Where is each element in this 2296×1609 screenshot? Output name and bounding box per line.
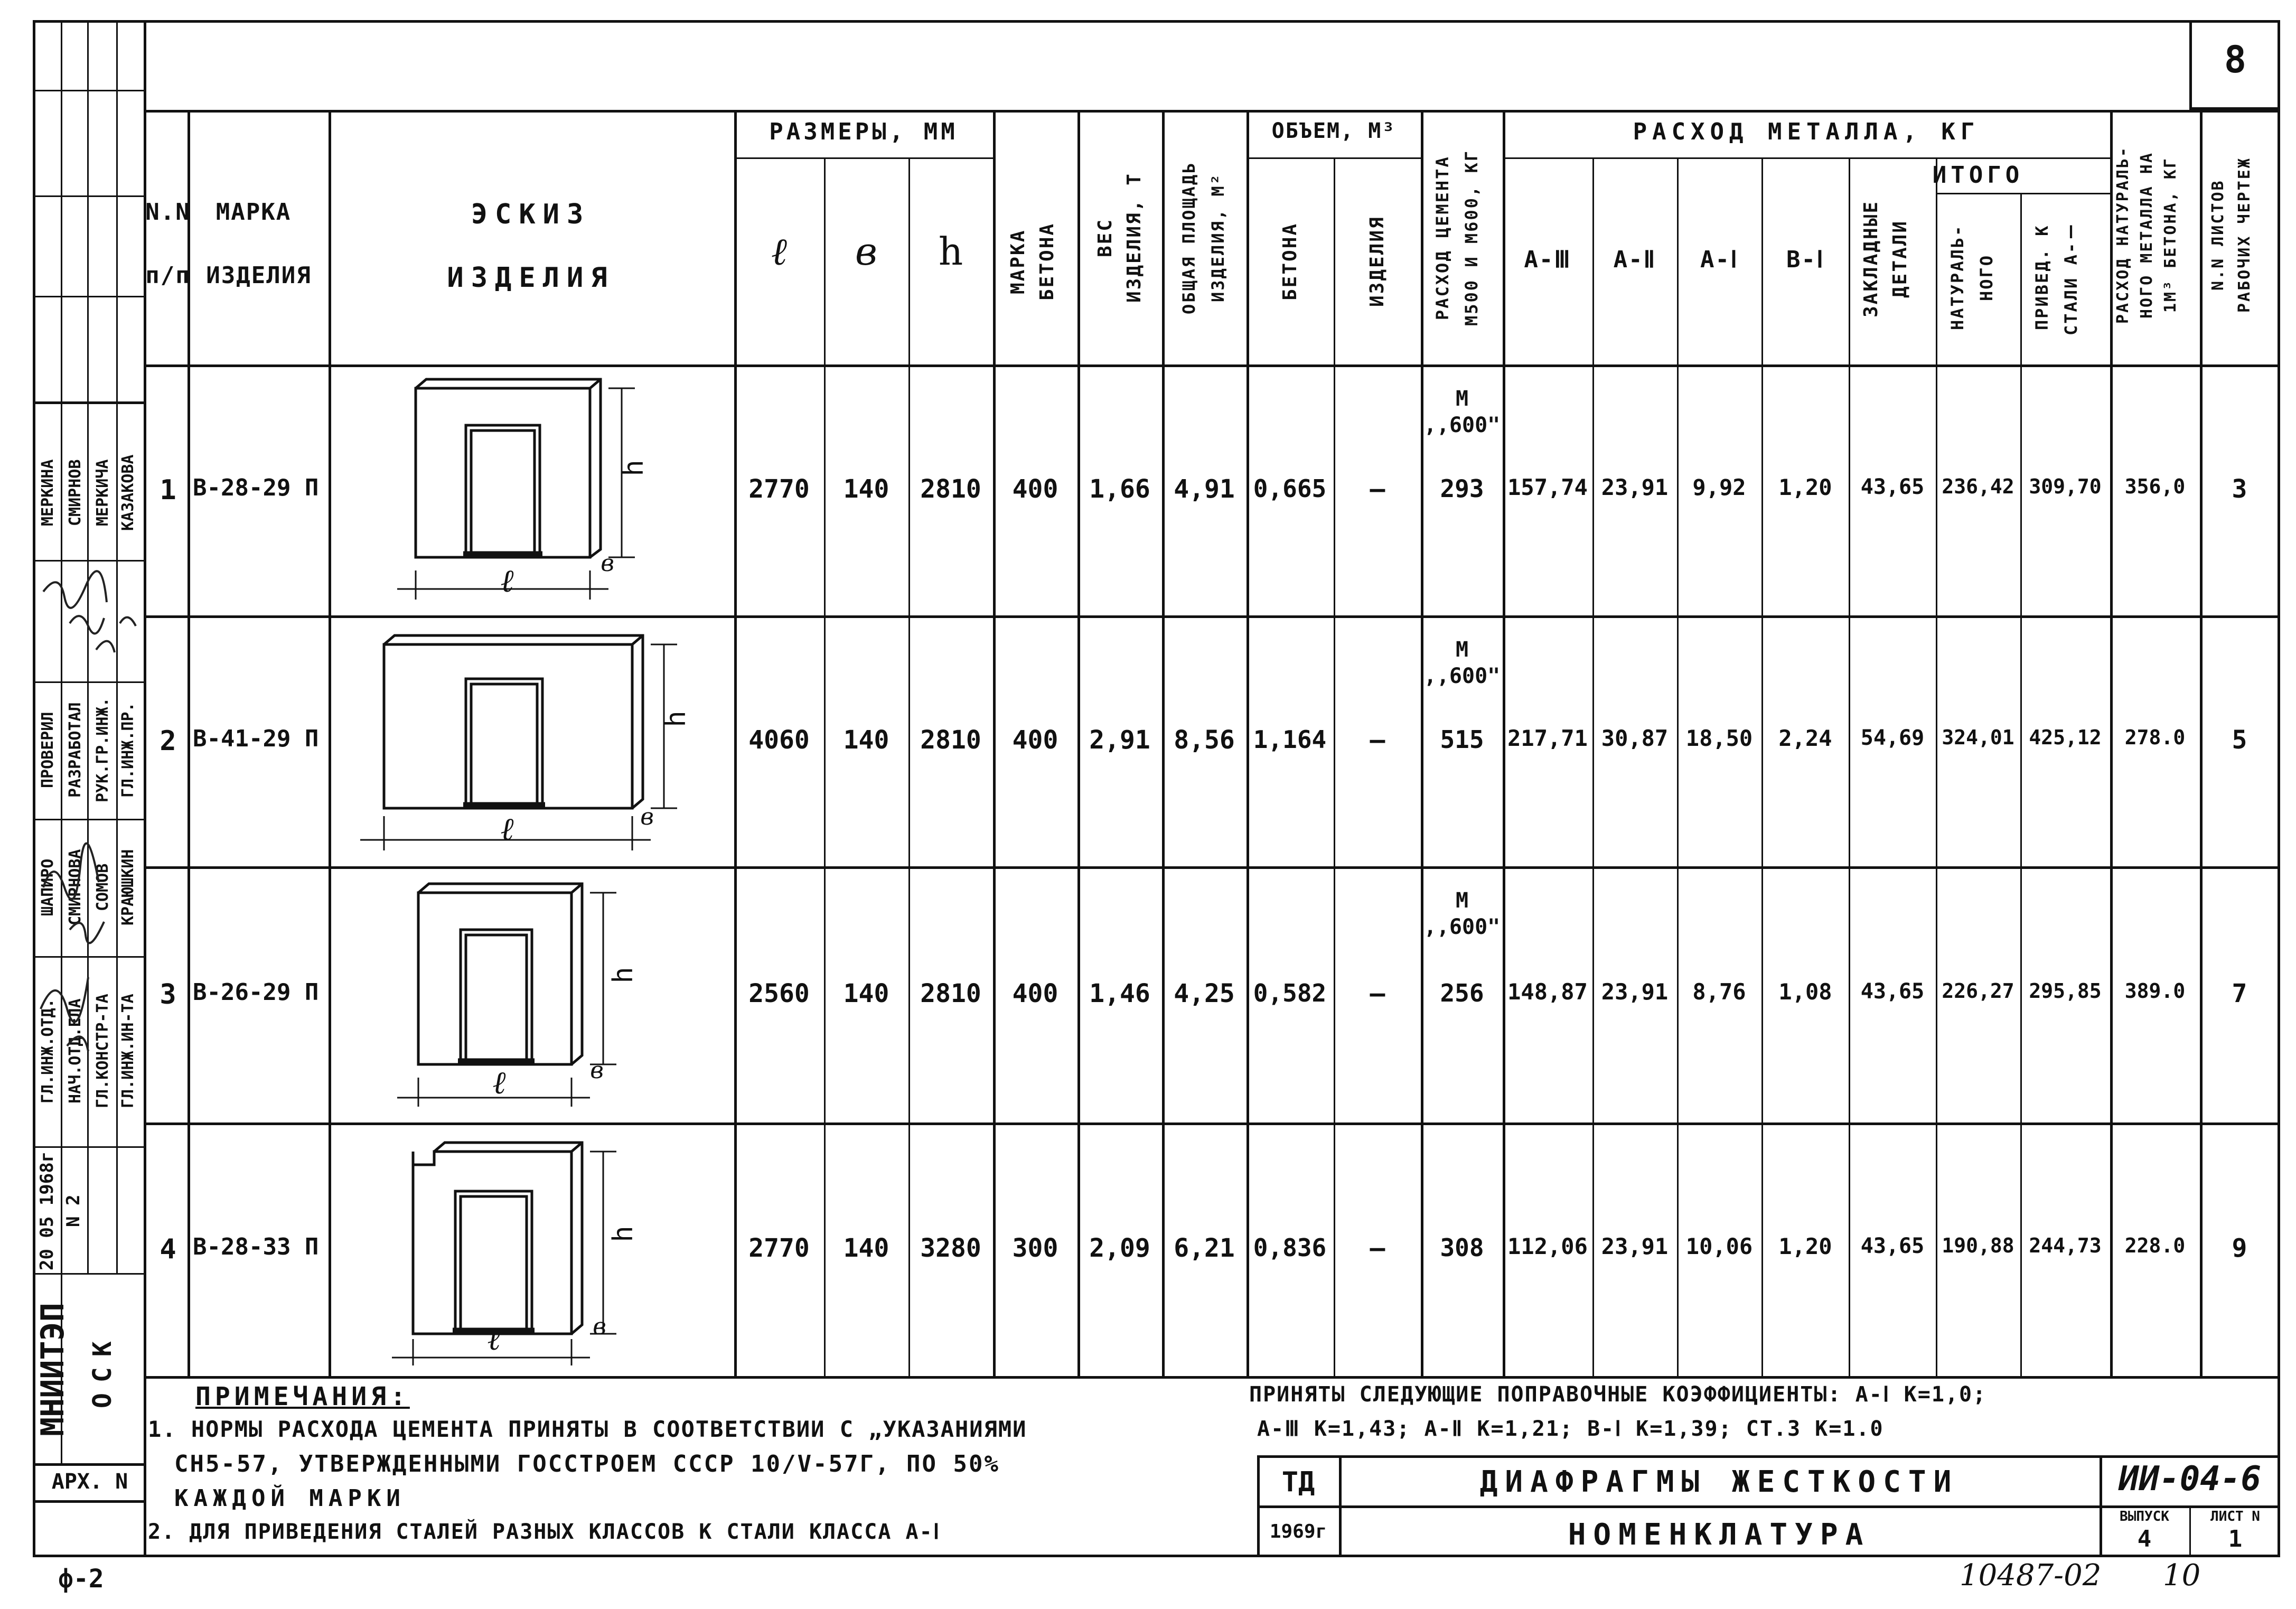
tb-issue: 4 — [2137, 1526, 2152, 1552]
sketch-row-2 — [329, 615, 734, 866]
cell-emb: 43,65 — [1860, 1234, 1925, 1258]
cell-a2: 23,91 — [1601, 474, 1669, 500]
sketch-row-3 — [329, 866, 734, 1122]
cell-mark: В-41-29 П — [193, 725, 319, 752]
notes-line4: 2. ДЛЯ ПРИВЕДЕНИЯ СТАЛЕЙ РАЗНЫХ КЛАССОВ К СТАЛИ КЛАССА А-Ⅰ — [148, 1520, 941, 1544]
notes-line3: КАЖДОЙ МАРКИ — [174, 1485, 406, 1512]
stamp-role-7: РАЗРАБОТАЛ — [66, 702, 85, 798]
table-top-line — [144, 110, 2280, 113]
cell-a2: 23,91 — [1601, 1233, 1669, 1259]
col-line-14 — [1677, 157, 1679, 1376]
dims-group-line — [734, 157, 993, 159]
hdr-volume-group: ОБЪЕМ, М³ — [1271, 119, 1396, 143]
hdr-mark-2: ИЗДЕЛИЯ — [206, 262, 312, 289]
cell-b1: 2,24 — [1778, 725, 1832, 751]
cell-a1: 9,92 — [1692, 474, 1746, 500]
cell-h: 2810 — [920, 725, 981, 755]
table-bottom — [144, 1376, 2280, 1379]
stamp-line-1 — [33, 1463, 146, 1466]
hdr-sheets-1: N.N ЛИСТОВ — [2209, 179, 2227, 291]
cell-a1: 8,76 — [1692, 978, 1746, 1005]
col-line-7 — [1077, 110, 1080, 1376]
hdr-a2: А-Ⅱ — [1613, 246, 1656, 273]
cell-nat: 190,88 — [1942, 1234, 2014, 1257]
footer-doc-number: 10487-02 — [1960, 1558, 2102, 1593]
cell-b1: 1,20 — [1778, 1233, 1832, 1259]
cell-vitem: — — [1370, 1233, 1385, 1263]
cell-sheet: 5 — [2232, 725, 2247, 755]
hdr-weight-2: ИЗДЕЛИЯ, Т — [1123, 172, 1145, 303]
cell-n: 3 — [160, 978, 176, 1011]
cell-b1: 1,20 — [1778, 474, 1832, 500]
cell-area: 4,91 — [1174, 474, 1235, 504]
cell-vconc: 0,836 — [1253, 1233, 1327, 1262]
hdr-dim-h: h — [938, 229, 963, 274]
cell-cement: 515 — [1440, 725, 1484, 754]
cell-area: 4,25 — [1174, 978, 1235, 1008]
cell-n: 1 — [160, 474, 176, 506]
hdr-perm3-1: РАСХОД НАТУРАЛЬ- — [2114, 146, 2132, 324]
cell-a3: 112,06 — [1507, 1233, 1588, 1259]
cell-l: 2770 — [748, 474, 810, 504]
hdr-dim-b: в — [855, 229, 877, 274]
hdr-weight-1: ВЕС — [1094, 218, 1116, 258]
col-line-3 — [734, 110, 737, 1376]
sketch1-h: h — [618, 460, 650, 476]
cell-b1: 1,08 — [1778, 978, 1832, 1005]
sketch2-h: h — [660, 710, 692, 727]
cell-b: 140 — [843, 1233, 889, 1263]
cell-mark: В-28-29 П — [193, 474, 319, 501]
cell-sheet: 3 — [2232, 474, 2247, 504]
cell-a1: 10,06 — [1685, 1233, 1753, 1259]
cell-cement: 256 — [1440, 978, 1484, 1007]
cell-b: 140 — [843, 978, 889, 1008]
cell-weight: 1,46 — [1089, 978, 1150, 1008]
signature-marks — [33, 560, 146, 1146]
cell-perm3: 278.0 — [2124, 725, 2186, 749]
cell-mark: В-26-29 П — [193, 978, 319, 1006]
tb-year: 1969г — [1269, 1521, 1327, 1542]
cell-emb: 43,65 — [1860, 979, 1925, 1004]
stamp-name-5: КАЗАКОВА — [119, 454, 137, 531]
cell-h: 2810 — [920, 978, 981, 1008]
hdr-embedded-2: ДЕТАЛИ — [1889, 219, 1911, 298]
footer-page: 10 — [2163, 1558, 2201, 1593]
cell-a2: 30,87 — [1601, 725, 1669, 751]
cell-vconc: 0,582 — [1253, 978, 1327, 1007]
stamp-name-2: СОМОВ — [93, 863, 112, 912]
cell-a2: 23,91 — [1601, 978, 1669, 1005]
col-line-6 — [993, 110, 996, 1376]
hdr-natural-1: НАТУРАЛЬ- — [1947, 224, 1967, 331]
tb-line-4 — [2189, 1505, 2191, 1557]
stamp-top-row-2 — [33, 195, 144, 197]
cell-red: 309,70 — [2029, 474, 2102, 498]
stamp-line-2 — [33, 1500, 146, 1503]
cell-vconc: 0,665 — [1253, 474, 1327, 503]
hdr-cement-1: РАСХОД ЦЕМЕНТА — [1432, 155, 1452, 320]
hdr-perm3-3: 1М³ БЕТОНА, КГ — [2161, 157, 2180, 313]
cell-cement-note: М ,,600" — [1423, 888, 1501, 939]
col-line-18 — [2020, 193, 2022, 1376]
tb-org: ТД — [1281, 1466, 1315, 1498]
stamp-role-6: РУК.ГР.ИНЖ. — [93, 697, 112, 803]
stamp-top-col-2 — [87, 20, 89, 401]
hdr-sketch-1: ЭСКИЗ — [471, 199, 591, 230]
hdr-dim-l: ℓ — [771, 229, 787, 274]
hdr-b1: В-Ⅰ — [1786, 246, 1824, 273]
hdr-cement-2: М500 И М600, КГ — [1461, 149, 1482, 326]
col-line-20 — [2200, 110, 2203, 1376]
cell-perm3: 389.0 — [2124, 979, 2186, 1003]
tb-sheet: 1 — [2228, 1526, 2243, 1552]
cell-nat: 236,42 — [1942, 474, 2014, 498]
hdr-vol-concrete: БЕТОНА — [1279, 222, 1301, 301]
hdr-vol-item: ИЗДЕЛИЯ — [1366, 216, 1388, 307]
cell-weight: 1,66 — [1089, 474, 1150, 504]
cell-l: 4060 — [748, 725, 810, 755]
tb-title: ДИАФРАГМЫ ЖЕСТКОСТИ — [1479, 1465, 1959, 1499]
hdr-dims-group: РАЗМЕРЫ, ММ — [769, 118, 958, 145]
hdr-reduced-1: ПРИВЕД. К — [2032, 224, 2052, 331]
hdr-sketch-2: ИЗДЕЛИЯ — [447, 262, 615, 294]
stamp-no: N 2 — [63, 1194, 84, 1228]
cell-cement: 293 — [1440, 474, 1484, 503]
cell-area: 8,56 — [1174, 725, 1235, 755]
notes-coef2: А-Ⅲ К=1,43; А-Ⅱ К=1,21; В-Ⅰ К=1,39; СТ.3 К=1.0 — [1257, 1417, 1884, 1441]
notes-line1: 1. НОРМЫ РАСХОДА ЦЕМЕНТА ПРИНЯТЫ В СООТВЕТСТВИИ С „УКАЗАНИЯМИ — [148, 1416, 1027, 1442]
hdr-sheets-2: РАБОЧИХ ЧЕРТЕЖ — [2235, 157, 2254, 313]
cell-n: 2 — [160, 725, 176, 757]
col-line-9 — [1247, 110, 1249, 1376]
cell-a3: 217,71 — [1507, 725, 1588, 751]
hdr-natural-2: НОГО — [1976, 254, 1997, 301]
sketch3-h: h — [607, 967, 639, 984]
hdr-metal-group: РАСХОД МЕТАЛЛА, КГ — [1633, 118, 1980, 145]
col-line-8 — [1162, 110, 1165, 1376]
stamp-name-4: ШАПИРО — [39, 858, 57, 916]
hdr-a3: А-Ⅲ — [1524, 246, 1571, 273]
cell-vitem: — — [1370, 978, 1385, 1008]
hdr-grade-2: БЕТОНА — [1036, 222, 1058, 301]
col-line-10 — [1334, 157, 1335, 1376]
sketch4-b: в — [593, 1313, 606, 1340]
hdr-area-1: ОБЩАЯ ПЛОЩАДЬ — [1179, 161, 1199, 314]
cell-l: 2560 — [748, 978, 810, 1008]
stamp-line-10 — [33, 1146, 146, 1148]
cell-cement-note: М ,,600" — [1423, 387, 1501, 437]
cell-red: 244,73 — [2029, 1234, 2102, 1257]
cell-red: 295,85 — [2029, 979, 2102, 1003]
stamp-role-1: ГЛ.ИНЖ.ИН-ТА — [119, 994, 137, 1109]
col-line-15 — [1761, 157, 1763, 1376]
stamp-archive: АРХ. N — [51, 1470, 128, 1494]
stamp-name-3: СМИРНОВА — [66, 849, 85, 926]
page-number: 8 — [2224, 38, 2247, 81]
col-line-17 — [1936, 157, 1937, 1376]
col-line-1 — [188, 110, 190, 1376]
notes-title: ПРИМЕЧАНИЯ: — [195, 1382, 410, 1411]
stamp-date: 20 05 1968г — [36, 1151, 58, 1270]
stamp-top-row-1 — [33, 90, 144, 91]
cell-vitem: — — [1370, 725, 1385, 755]
total-group-line — [1936, 193, 2110, 194]
stamp-name-7: СМИРНОВ — [66, 459, 85, 526]
cell-b: 140 — [843, 725, 889, 755]
stamp-line-11 — [33, 1273, 146, 1275]
stamp-role-3: НАЧ.ОТД.ЕЛА — [66, 998, 85, 1104]
hdr-reduced-2: СТАЛИ А-Ⅰ — [2061, 219, 2081, 335]
stamp-role-4: ГЛ.ИНЖ.ОТД. — [39, 998, 57, 1104]
hdr-mark-1: МАРКА — [215, 199, 292, 226]
sketch2-l: ℓ — [500, 811, 514, 848]
hdr-perm3-2: НОГО МЕТАЛЛА НА — [2138, 152, 2156, 319]
col-line-19 — [2110, 110, 2113, 1376]
notes-line2: СН5-57, УТВЕРЖДЕННЫМИ ГОССТРОЕМ СССР 10/V-57Г, ПО 50% — [174, 1451, 1000, 1477]
sketch3-l: ℓ — [492, 1064, 506, 1101]
cell-nat: 324,01 — [1942, 725, 2014, 749]
stamp-name-1: КРАЮШКИН — [119, 849, 137, 926]
sketch-row-4 — [329, 1122, 734, 1376]
cell-cement-note: М ,,600" — [1423, 638, 1501, 688]
cell-vitem: — — [1370, 474, 1385, 504]
cell-grade: 300 — [1012, 1233, 1058, 1263]
sketch2-b: в — [640, 803, 654, 830]
hdr-grade-1: МАРКА — [1007, 229, 1029, 294]
stamp-name-6: МЕРКИЧА — [93, 459, 112, 526]
cell-grade: 400 — [1012, 725, 1058, 755]
col-line-5 — [908, 157, 910, 1376]
cell-red: 425,12 — [2029, 725, 2102, 749]
cell-sheet: 9 — [2232, 1233, 2247, 1263]
col-line-16 — [1849, 157, 1850, 1376]
stamp-top-row-3 — [33, 296, 144, 297]
hdr-num-2: п/п — [145, 262, 191, 289]
stamp-dept: ОСК — [88, 1331, 117, 1408]
stamp-role-5: ГЛ.ИНЖ.ПР. — [119, 702, 137, 798]
cell-b: 140 — [843, 474, 889, 504]
cell-a3: 148,87 — [1507, 978, 1588, 1005]
stamp-institute: МНИИТЭП — [34, 1303, 71, 1436]
sketch3-b: в — [590, 1057, 604, 1084]
cell-sheet: 7 — [2232, 978, 2247, 1008]
sketch1-b: в — [601, 550, 614, 577]
col-line-13 — [1592, 157, 1594, 1376]
sketch4-h: h — [607, 1226, 639, 1242]
cell-a3: 157,74 — [1507, 474, 1588, 500]
tb-subtitle: НОМЕНКЛАТУРА — [1568, 1518, 1871, 1552]
tb-issue-label: ВЫПУСК — [2120, 1509, 2169, 1524]
cell-h: 3280 — [920, 1233, 981, 1263]
sketch4-l: ℓ — [487, 1321, 501, 1358]
stamp-role-2: ГЛ.КОНСТР-ТА — [93, 994, 112, 1109]
cell-grade: 400 — [1012, 978, 1058, 1008]
cell-l: 2770 — [748, 1233, 810, 1263]
tb-sheet-label: ЛИСТ N — [2210, 1509, 2260, 1524]
col-line-4 — [824, 157, 826, 1376]
stamp-role-8: ПРОВЕРИЛ — [39, 712, 57, 789]
stamp-top-col-3 — [116, 20, 118, 401]
cell-nat: 226,27 — [1942, 979, 2014, 1003]
hdr-embedded-1: ЗАКЛАДНЫЕ — [1860, 200, 1882, 318]
tb-line-3 — [1257, 1505, 2280, 1508]
hdr-total-group: ИТОГО — [1932, 162, 2024, 189]
sketch-row-1 — [329, 364, 734, 615]
col-line-12 — [1503, 110, 1505, 1376]
sketch1-l: ℓ — [500, 563, 514, 600]
tb-code: ИИ-04-6 — [2119, 1460, 2261, 1499]
cell-a1: 18,50 — [1685, 725, 1753, 751]
cell-n: 4 — [160, 1233, 176, 1265]
hdr-num-1: N.N — [145, 199, 191, 226]
footer-format: ф-2 — [58, 1564, 104, 1594]
cell-emb: 43,65 — [1860, 474, 1925, 499]
cell-cement: 308 — [1440, 1233, 1484, 1262]
stamp-name-8: МЕРКИНА — [39, 459, 57, 526]
cell-grade: 400 — [1012, 474, 1058, 504]
cell-mark: В-28-33 П — [193, 1233, 319, 1260]
notes-coef1: ПРИНЯТЫ СЛЕДУЮЩИЕ ПОПРАВОЧНЫЕ КОЭФФИЦИЕНТЫ: А-Ⅰ К=1,0; — [1249, 1382, 1987, 1407]
cell-weight: 2,09 — [1089, 1233, 1150, 1263]
hdr-a1: А-Ⅰ — [1700, 246, 1738, 273]
cell-weight: 2,91 — [1089, 725, 1150, 755]
cell-h: 2810 — [920, 474, 981, 504]
hdr-area-2: ИЗДЕЛИЯ, М² — [1208, 173, 1228, 303]
cell-perm3: 356,0 — [2124, 474, 2186, 498]
cell-vconc: 1,164 — [1253, 725, 1327, 754]
cell-area: 6,21 — [1174, 1233, 1235, 1263]
col-line-11 — [1421, 110, 1423, 1376]
stamp-top-col-1 — [61, 20, 62, 401]
cell-perm3: 228.0 — [2124, 1234, 2186, 1257]
cell-emb: 54,69 — [1860, 725, 1925, 750]
